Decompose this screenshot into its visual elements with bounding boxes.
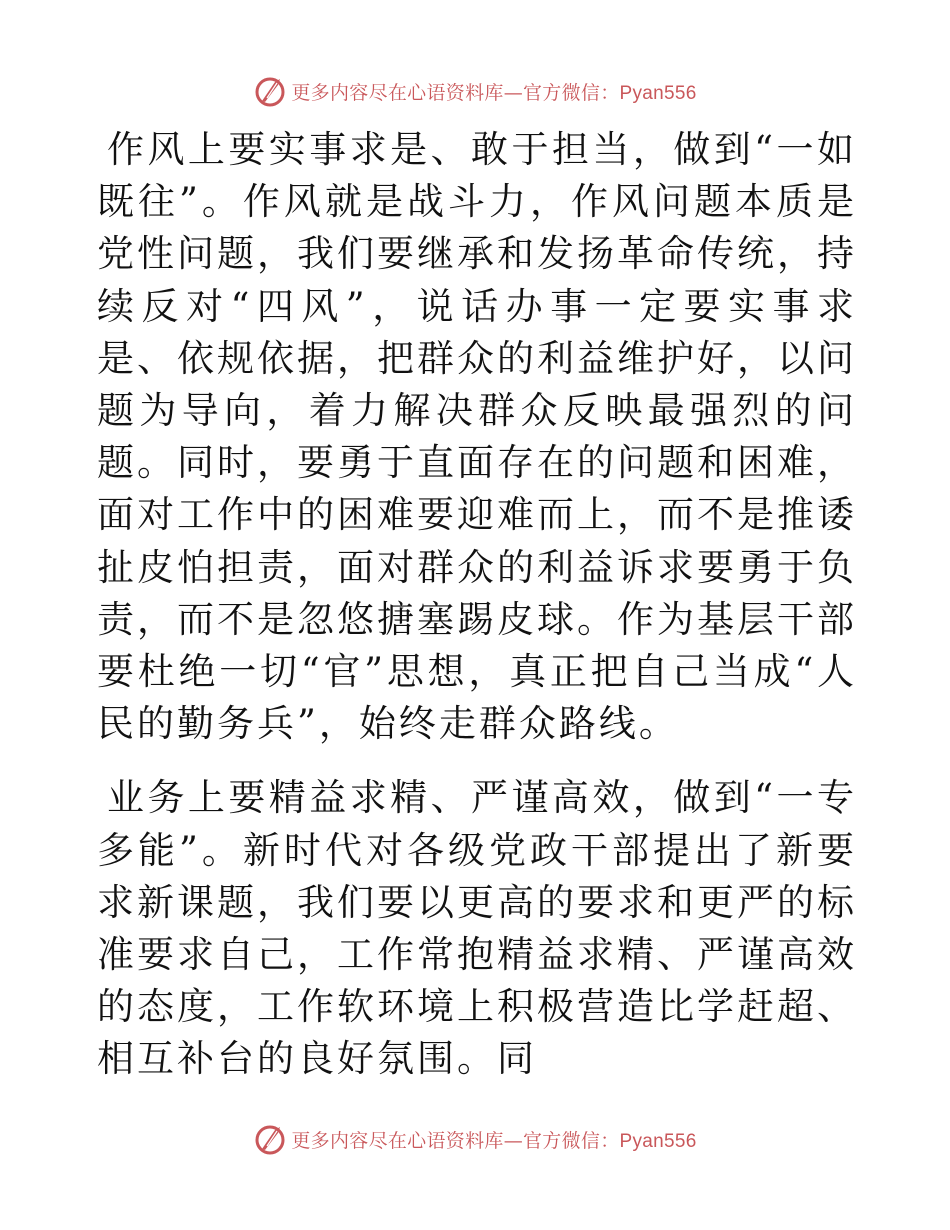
footer-banner-text [291, 1126, 696, 1153]
header-banner [0, 71, 950, 111]
footer-wechat-label: 官方微信： [523, 1129, 620, 1152]
header-wechat-label: 官方微信： [523, 81, 620, 104]
header-wechat-id: Pyan556 [619, 82, 697, 104]
header-banner-text [291, 78, 696, 105]
footer-site-text: 更多内容尽在心语资料库 [291, 1129, 504, 1152]
paragraph-work-style: 作风上要实事求是、敢于担当，做到“一如既往”。作风就是战斗力，作风问题本质是党性问题，我们要继承和发扬革命传统，持续反对“四风”，说话办事一定要实事求是、依规依据，把群众的利益维护好，以问题为导向，着力解决群众反映最强烈的问题。同时，要勇于直面存在的问题和困难，面对工作中的困难要迎难而上，而不是推诿扯皮怕担责，面对群众的利益诉求要勇于负责，而不是忽悠搪塞踢皮球。作为基层干部要杜绝一切“官”思想，真正把自己当成“人民的勤务兵”，始终走群众路线。 [97, 128, 857, 746]
document-body [97, 124, 857, 1086]
header-dash: — [503, 81, 523, 104]
footer-dash: — [503, 1129, 523, 1152]
header-site-text: 更多内容尽在心语资料库 [291, 81, 504, 104]
quill-pen-logo-icon [253, 74, 287, 108]
footer-wechat-id: Pyan556 [619, 1130, 697, 1152]
quill-pen-logo-icon [253, 1122, 287, 1156]
footer-banner [0, 1119, 950, 1159]
paragraph-professional-skill: 业务上要精益求精、严谨高效，做到“一专多能”。新时代对各级党政干部提出了新要求新课题，我们要以更高的要求和更严的标准要求自己，工作常抱精益求精、严谨高效的态度，工作软环境上积极营造比学赶超、相互补台的良好氛围。同 [97, 776, 857, 1081]
